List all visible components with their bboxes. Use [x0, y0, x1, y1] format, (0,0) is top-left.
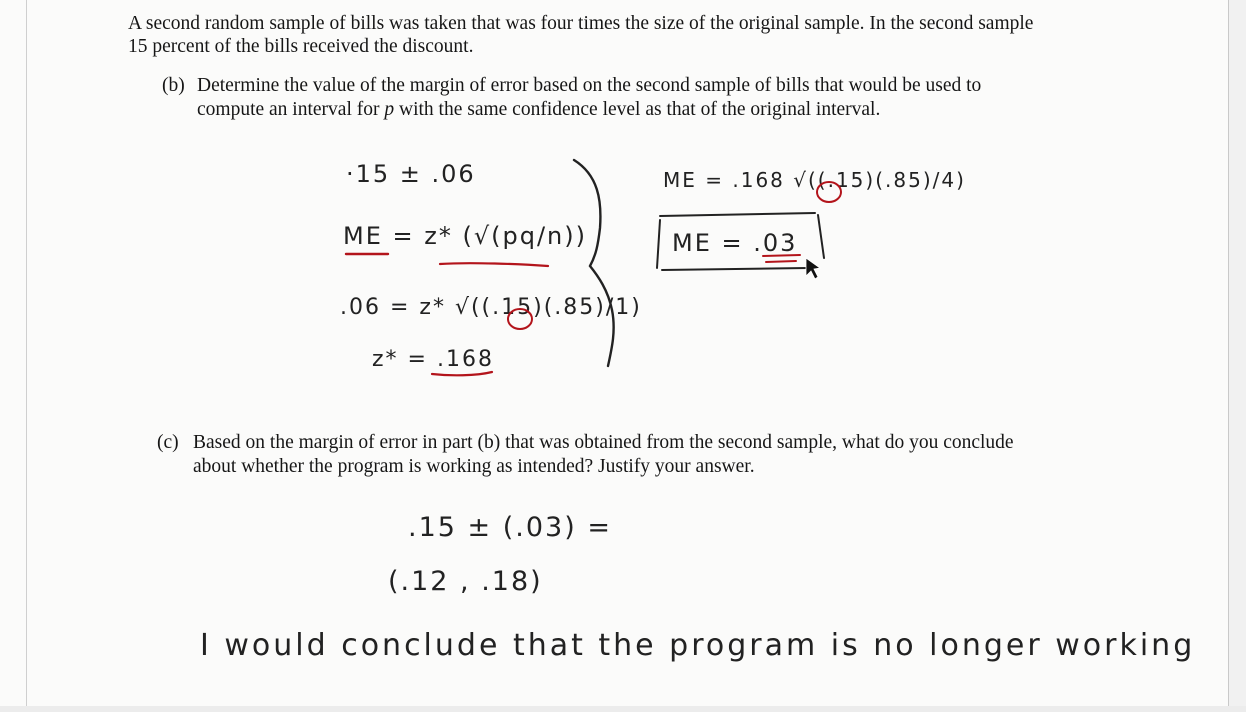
mouse-cursor-icon — [806, 258, 820, 279]
handwritten-new-interval: .15 ± (.03) = — [408, 512, 612, 543]
intro-text-line1: A second random sample of bills was taken that was four times the size of the original sample. In the second sample — [128, 13, 1034, 34]
handwritten-me-formula: ME = z* (√(pq/n)) — [343, 222, 587, 250]
handwritten-me-substitution: .06 = z* √((.15)(.85)/1) — [340, 295, 642, 320]
curly-brace — [574, 160, 614, 366]
formula-underline — [440, 263, 548, 266]
part-c-question-line2: about whether the program is working as intended? Justify your answer. — [193, 456, 755, 477]
handwritten-conclusion: I would conclude that the program is no longer working — [200, 628, 1196, 663]
part-b-question-line1: Determine the value of the margin of error based on the second sample of bills that would be used to — [197, 75, 982, 96]
part-b-line2-start: compute an interval for — [197, 99, 385, 120]
circle-denominator-4 — [817, 182, 841, 202]
part-c-question-line1: Based on the margin of error in part (b) that was obtained from the second sample, what do you conclude — [193, 432, 1014, 453]
circle-denominator-1 — [508, 309, 532, 329]
part-b-label: (b) — [162, 75, 185, 96]
result-box — [657, 213, 824, 270]
variable-p: p — [384, 99, 395, 120]
handwritten-original-interval: ·15 ± .06 — [346, 160, 476, 188]
handwritten-me-result: ME = .03 — [672, 229, 798, 257]
handwritten-z-star: z* = .168 — [372, 347, 494, 372]
part-c-label: (c) — [157, 432, 179, 453]
handwritten-interval-values: (.12 , .18) — [388, 566, 543, 597]
handwritten-me-second-sample: ME = .168 √((.15)(.85)/4) — [663, 168, 966, 192]
me-result-underline — [763, 255, 800, 262]
intro-text-line2: 15 percent of the bills received the discount. — [128, 36, 474, 57]
z-star-underline — [432, 372, 492, 375]
part-b-line2-end: with the same confidence level as that of the original interval. — [394, 99, 881, 120]
